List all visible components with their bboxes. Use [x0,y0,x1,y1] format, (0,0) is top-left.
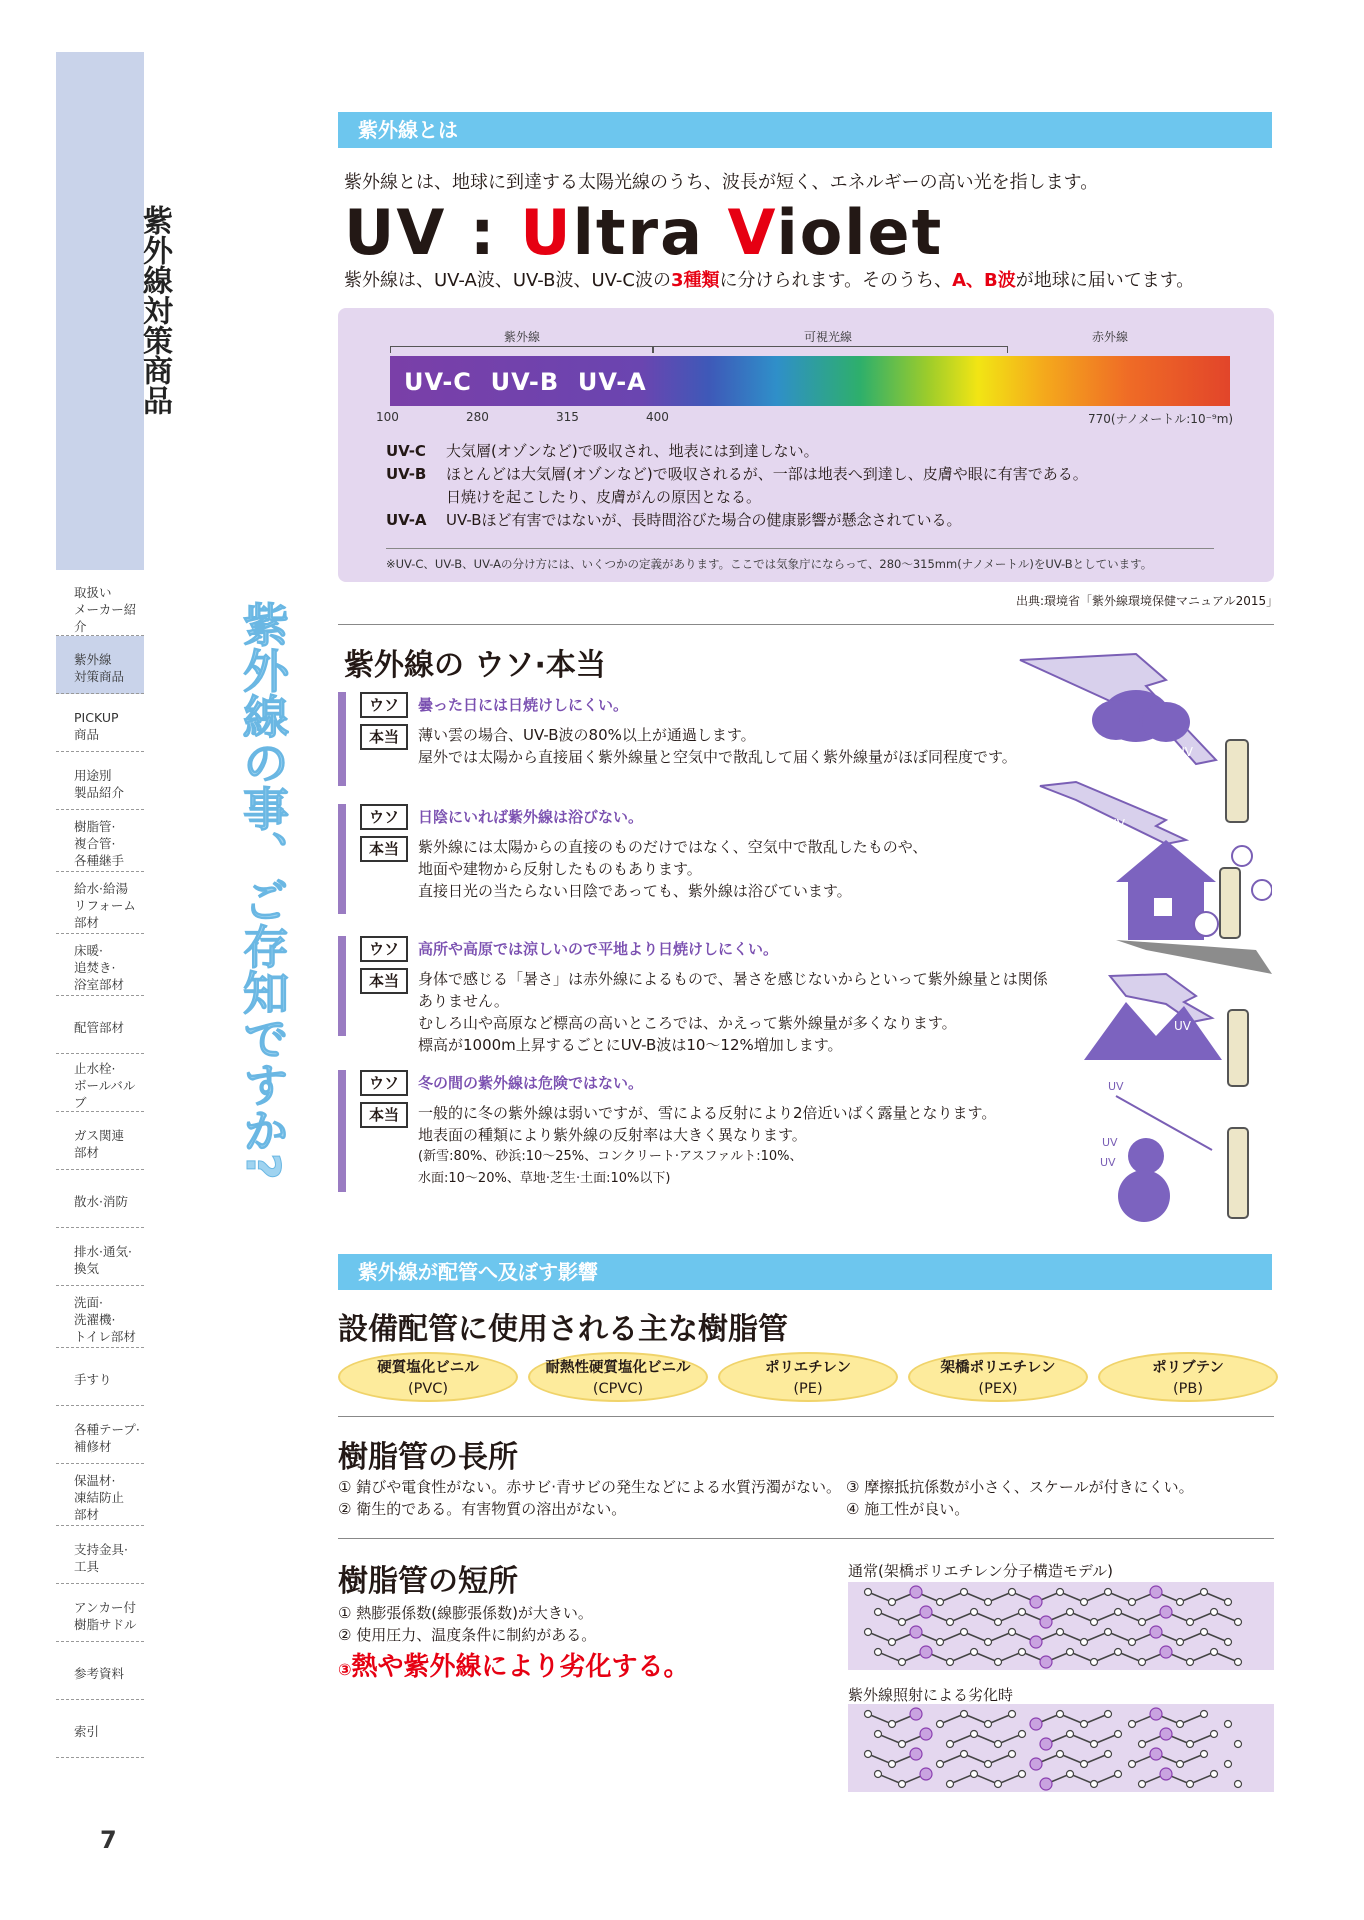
note-divider [386,548,1214,549]
molecule-node [961,1589,968,1596]
molecule-node [899,1659,906,1666]
molecule-node [889,1721,896,1728]
sidebar-nav-item[interactable]: 給水·給湯 リフォーム 部材 [56,872,144,934]
molecule-node [1067,1609,1074,1616]
divider [338,1538,1274,1539]
molecule-node [947,1619,954,1626]
sidebar-nav-item[interactable]: 洗面· 洗濯機· トイレ部材 [56,1286,144,1348]
mountain-icon [1084,1002,1222,1060]
molecule-node [865,1711,872,1718]
molecule-node [1129,1639,1136,1646]
pipe-type-badge [718,1352,898,1402]
molecule-node [985,1761,992,1768]
tag-truth: 本当 [360,1102,408,1128]
pipe-type-badge [528,1352,708,1402]
pipes-heading: 設備配管に使用される主な樹脂管 [338,1312,788,1347]
molecule-node [961,1629,968,1636]
uv-types: 紫外線は、UV-A波、UV-B波、UV-C波の3種類に分けられます。そのうち、A、B波が地球に届いてます。 [344,270,1195,291]
molecule-node [971,1771,978,1778]
tick-400: 400 [646,410,669,424]
molecule-node [985,1599,992,1606]
molecule-node [1225,1721,1232,1728]
molecule-node [1177,1761,1184,1768]
merit-1: ① 錆びや電食性がない。赤サビ·青サビの発生などによる水質汚濁がない。 [338,1478,841,1496]
molecule-node [875,1731,882,1738]
pipe-abbr: (PB) [1172,1381,1203,1397]
uv-definition-text: ほとんどは大気層(オゾンなど)で吸収されるが、一部は地表へ到達し、皮膚や眼に有害である。 [446,465,1088,483]
spectrum-bar-text: UV-C UV-B UV-A [404,368,647,396]
pipe-abbr: (PE) [793,1381,823,1397]
label-infrared: 赤外線 [1092,330,1129,344]
molecule-node [1201,1589,1208,1596]
sidebar-nav-item[interactable]: 取扱い メーカー紹介 [56,578,144,636]
divider [338,624,1274,625]
molecule-node [961,1751,968,1758]
molecule-node [1115,1649,1122,1656]
molecule-node [1057,1711,1064,1718]
molecule-node [1150,1748,1162,1760]
snowman-icon [1128,1138,1164,1174]
molecule-node [1187,1781,1194,1788]
molecule-node [1115,1731,1122,1738]
molecule-node [1139,1781,1146,1788]
molecule-node [1211,1731,1218,1738]
molecule-node [1201,1751,1208,1758]
myth-item [338,936,1058,1054]
sidebar-nav-item[interactable]: 索引 [56,1700,144,1758]
pipe-name: 架橋ポリエチレン [940,1360,1056,1376]
uv-definition-key: UV-B [386,465,427,483]
tag-lie: ウソ [360,1070,408,1096]
molecule-model-degraded [848,1704,1274,1792]
sidebar-nav-item[interactable]: 保温材· 凍結防止 部材 [56,1464,144,1526]
pipe-abbr: (CPVC) [592,1381,644,1397]
molecule-node [985,1721,992,1728]
myth-answer-line: 直接日光の当たらない日陰であっても、紫外線は浴びています。 [418,882,852,900]
molecule-node [1129,1761,1136,1768]
molecule-node [899,1619,906,1626]
svg-text:UV: UV [1100,1156,1116,1169]
molecule-node [1139,1659,1146,1666]
molecule-node [1160,1728,1172,1740]
molecule-node [1160,1646,1172,1658]
tag-truth: 本当 [360,968,408,994]
molecule-node [1009,1711,1016,1718]
molecule-node [1009,1751,1016,1758]
molecule-node [1187,1659,1194,1666]
sidebar-nav [56,578,144,1758]
molecule-node [1081,1721,1088,1728]
molecule-node [1057,1589,1064,1596]
myth-heading: 紫外線の ウソ·本当 [344,648,606,683]
molecule-node [995,1741,1002,1748]
molecule-node [1235,1619,1242,1626]
myth-answer-line: 紫外線には太陽からの直接のものだけではなく、空気中で散乱したものや、 [418,838,928,856]
molecule-node [947,1741,954,1748]
molecule-node [1030,1596,1042,1608]
molecule-node [899,1781,906,1788]
pipe-name: ポリエチレン [764,1360,852,1376]
myth-answer-line: 標高が1000m上昇するごとにUV-B波は10〜12%増加します。 [418,1036,843,1054]
tag-truth: 本当 [360,724,408,750]
uv-title: UV : Ultra Violet [344,196,944,269]
molecule-node [1150,1708,1162,1720]
molecule-model-normal [848,1582,1274,1670]
molecule-node [1040,1656,1052,1668]
molecule-node [1081,1639,1088,1646]
myth-question: 高所や高原では涼しいので平地より日焼けしにくい。 [418,940,779,958]
molecule-node [985,1639,992,1646]
merits-heading: 樹脂管の長所 [338,1440,518,1475]
molecule-node [1211,1649,1218,1656]
myth-answer-line: (新雪:80%、砂浜:10〜25%、コンクリート·アスファルト:10%、 [418,1149,803,1164]
model-degraded-caption: 紫外線照射による劣化時 [848,1686,1014,1704]
page-number: 7 [100,1826,117,1854]
molecule-node [1019,1649,1026,1656]
molecule-node [1150,1626,1162,1638]
molecule-node [1201,1711,1208,1718]
molecule-node [1030,1636,1042,1648]
svg-text:UV: UV [1108,1080,1124,1093]
molecule-node [1225,1639,1232,1646]
molecule-node [1057,1751,1064,1758]
molecule-node [865,1589,872,1596]
sidebar-nav-item[interactable]: 床暖· 追焚き· 浴室部材 [56,934,144,996]
molecule-node [995,1659,1002,1666]
molecule-node [1105,1589,1112,1596]
molecule-node [1091,1741,1098,1748]
merits-left [338,1476,841,1520]
molecule-node [1225,1599,1232,1606]
myth-item [338,692,1058,786]
molecule-node [1019,1609,1026,1616]
myth-answer-line: 地面や建物から反射したものもあります。 [418,860,702,878]
myth-answer [418,1102,996,1190]
myth-answer-line: 身体で感じる「暑さ」は赤外線によるもので、暑さを感じないからといって紫外線量とは関係ありません。 [418,970,1048,1010]
molecule-node [1187,1741,1194,1748]
label-uv: 紫外線 [504,330,541,344]
tag-lie: ウソ [360,804,408,830]
molecule-node [1201,1629,1208,1636]
pipe-name: 耐熱性硬質塩化ビニル [545,1360,691,1376]
uv-definition-row [386,463,1088,484]
merit-3: ③ 摩擦抵抗係数が小さく、スケールが付きにくい。 [846,1478,1194,1496]
demerit-2: ② 使用圧力、温度条件に制約がある。 [338,1626,597,1644]
uv-definition-text: 日焼けを起こしたり、皮膚がんの原因となる。 [446,488,762,506]
molecule-node [937,1599,944,1606]
svg-text:UV: UV [1108,817,1125,831]
molecule-node [1139,1619,1146,1626]
pipe-abbr: (PEX) [978,1381,1018,1397]
pipe-abbr: (PVC) [407,1381,449,1397]
uv-definition-key: UV-A [386,511,427,529]
molecule-node [1091,1781,1098,1788]
molecule-node [920,1606,932,1618]
svg-text:UV: UV [1176,745,1193,759]
molecule-node [910,1748,922,1760]
sidebar-nav-item[interactable]: アンカー付 樹脂サドル [56,1584,144,1642]
myth-answer-line: 水面:10〜20%、草地·芝生·土面:10%以下) [418,1171,671,1186]
sidebar-nav-item[interactable]: 支持金具· 工具 [56,1526,144,1584]
pipe-name: 硬質塩化ビニル [377,1360,479,1376]
molecule-node [1030,1758,1042,1770]
molecule-node [1009,1589,1016,1596]
section-bar-uv: 紫外線とは [338,112,1272,148]
molecule-node [1091,1619,1098,1626]
molecule-node [920,1728,932,1740]
molecule-node [937,1721,944,1728]
myth-item [338,804,1058,914]
uv-definition-text: 大気層(オゾンなど)で吸収され、地表には到達しない。 [446,442,819,460]
molecule-node [1040,1616,1052,1628]
merits-right [846,1476,1194,1520]
molecule-node [971,1649,978,1656]
molecule-node [971,1731,978,1738]
molecule-node [1081,1599,1088,1606]
molecule-node [1030,1718,1042,1730]
myth-accent-bar [338,804,346,914]
myth-accent-bar [338,936,346,1036]
molecule-node [920,1646,932,1658]
source-citation: 出典:環境省「紫外線環境保健マニュアル2015」 [1016,594,1279,608]
sidebar-nav-item[interactable]: 排水·通気· 換気 [56,1228,144,1286]
demerit-1: ① 熱膨張係数(線膨張係数)が大きい。 [338,1604,593,1622]
pipe-type-badge [908,1352,1088,1402]
molecule-node [899,1741,906,1748]
myth-answer [418,836,927,902]
sidebar-nav-item[interactable]: 各種テープ· 補修材 [56,1406,144,1464]
molecule-node [1081,1761,1088,1768]
molecule-node [1129,1599,1136,1606]
tag-truth: 本当 [360,836,408,862]
molecule-node [865,1629,872,1636]
myth-answer-line: 屋外では太陽から直接届く紫外線量と空気中で散乱して届く紫外線量がほぼ同程度です。 [418,748,1017,766]
molecule-node [910,1586,922,1598]
myth-answer [418,968,1058,1056]
molecule-node [971,1609,978,1616]
molecule-node [1040,1778,1052,1790]
molecule-node [1115,1609,1122,1616]
myth-question: 曇った日には日焼けしにくい。 [418,696,629,714]
uv-definition-text: UV-Bほど有害ではないが、長時間浴びた場合の健康影響が懸念されている。 [446,511,962,529]
molecule-node [1019,1771,1026,1778]
molecule-node [937,1761,944,1768]
molecule-node [1115,1771,1122,1778]
tag-lie: ウソ [360,936,408,962]
uv-note: ※UV-C、UV-B、UV-Aの分け方には、いくつかの定義があります。ここでは気象庁にならって、280〜315mm(ナノメートル)をUV-Bとしています。 [386,557,1153,571]
tick-315: 315 [556,410,579,424]
myth-accent-bar [338,692,346,786]
molecule-node [1067,1731,1074,1738]
molecule-node [1235,1659,1242,1666]
myth-answer-line: 一般的に冬の紫外線は弱いですが、雪による反射により2倍近いばく露量となります。 [418,1104,997,1122]
uv-definition-row [386,440,819,461]
molecule-node [1019,1731,1026,1738]
myth-answer [418,724,1017,768]
molecule-node [1160,1606,1172,1618]
demerits-list [338,1602,596,1646]
molecule-node [875,1609,882,1616]
uv-illustrations [1016,650,1272,1230]
molecule-node [1139,1741,1146,1748]
pipe-type-badge [338,1352,518,1402]
molecule-node [1177,1639,1184,1646]
sidebar-nav-item[interactable]: 用途別 製品紹介 [56,752,144,810]
sidebar-nav-item[interactable]: ガス関連 部材 [56,1112,144,1170]
molecule-node [875,1649,882,1656]
section-bar-pipes: 紫外線が配管へ及ぼす影響 [338,1254,1272,1290]
molecule-node [1235,1781,1242,1788]
molecule-node [1040,1738,1052,1750]
molecule-node [910,1626,922,1638]
molecule-node [1211,1771,1218,1778]
molecule-node [961,1711,968,1718]
molecule-node [995,1781,1002,1788]
molecule-node [1009,1629,1016,1636]
sidebar-title: 紫外線対策商品 [137,205,172,415]
molecule-node [1091,1659,1098,1666]
molecule-node [1225,1761,1232,1768]
house-icon [1116,840,1216,882]
sidebar-nav-item[interactable]: 配管部材 [56,996,144,1054]
molecule-node [1129,1721,1136,1728]
molecule-node [1150,1586,1162,1598]
bracket-visible [652,346,1008,353]
sidebar-nav-item[interactable]: 樹脂管· 複合管· 各種継手 [56,810,144,872]
pipe-type-badge [1098,1352,1278,1402]
uv-definition-key: UV-C [386,442,426,460]
vertical-heading: 紫外線の事、ご存知ですか? [236,600,290,1180]
bracket-uv [390,346,654,353]
molecule-node [875,1771,882,1778]
sidebar-nav-item[interactable]: 手すり [56,1348,144,1406]
svg-text:UV: UV [1174,1019,1191,1033]
molecule-node [1177,1721,1184,1728]
molecule-node [889,1599,896,1606]
pipe-name: ポリブテン [1152,1360,1224,1376]
tick-280: 280 [466,410,489,424]
model-normal-caption: 通常(架橋ポリエチレン分子構造モデル) [848,1562,1113,1580]
molecule-node [920,1768,932,1780]
uv-intro: 紫外線とは、地球に到達する太陽光線のうち、波長が短く、エネルギーの高い光を指します。 [344,172,1099,193]
molecule-node [1105,1629,1112,1636]
molecule-node [995,1619,1002,1626]
molecule-node [1105,1711,1112,1718]
molecule-node [910,1708,922,1720]
label-visible: 可視光線 [804,330,853,344]
molecule-node [889,1639,896,1646]
tag-lie: ウソ [360,692,408,718]
molecule-node [1177,1599,1184,1606]
molecule-node [947,1659,954,1666]
myth-answer-line: 薄い雲の場合、UV-B波の80%以上が通過します。 [418,726,756,744]
sidebar-nav-item[interactable]: PICKUP 商品 [56,694,144,752]
myth-answer-line: 地表面の種類により紫外線の反射率は大きく異なります。 [418,1126,807,1144]
sidebar-nav-item[interactable]: 紫外線 対策商品 [56,636,144,694]
svg-text:UV: UV [1102,1136,1118,1149]
molecule-node [889,1761,896,1768]
sidebar-nav-item[interactable]: 散水·消防 [56,1170,144,1228]
uv-definition-row [386,486,761,507]
demerits-heading: 樹脂管の短所 [338,1564,518,1599]
molecule-node [1057,1629,1064,1636]
molecule-node [865,1751,872,1758]
merit-2: ② 衛生的である。有害物質の溶出がない。 [338,1500,627,1518]
myth-answer-line: むしろ山や高原など標高の高いところでは、かえって紫外線量が多くなります。 [418,1014,957,1032]
demerit-3: ③熱や紫外線により劣化する。 [338,1652,690,1682]
uv-definition-row [386,509,962,530]
molecule-node [1160,1768,1172,1780]
sidebar-nav-item[interactable]: 参考資料 [56,1642,144,1700]
molecule-node [947,1781,954,1788]
sidebar-nav-item[interactable]: 止水栓· ボールバルブ [56,1054,144,1112]
tick-770: 770(ナノメートル:10⁻⁹m) [1088,412,1234,426]
tick-100: 100 [376,410,399,424]
molecule-node [1105,1751,1112,1758]
molecule-node [937,1639,944,1646]
molecule-node [1187,1619,1194,1626]
myth-accent-bar [338,1070,346,1192]
molecule-node [1067,1771,1074,1778]
divider [338,1416,1274,1417]
molecule-node [1067,1649,1074,1656]
molecule-node [1235,1741,1242,1748]
merit-4: ④ 施工性が良い。 [846,1500,970,1518]
myth-question: 冬の間の紫外線は危険ではない。 [418,1074,644,1092]
myth-question: 日陰にいれば紫外線は浴びない。 [418,808,644,826]
molecule-node [1211,1609,1218,1616]
myth-item [338,1070,1058,1192]
